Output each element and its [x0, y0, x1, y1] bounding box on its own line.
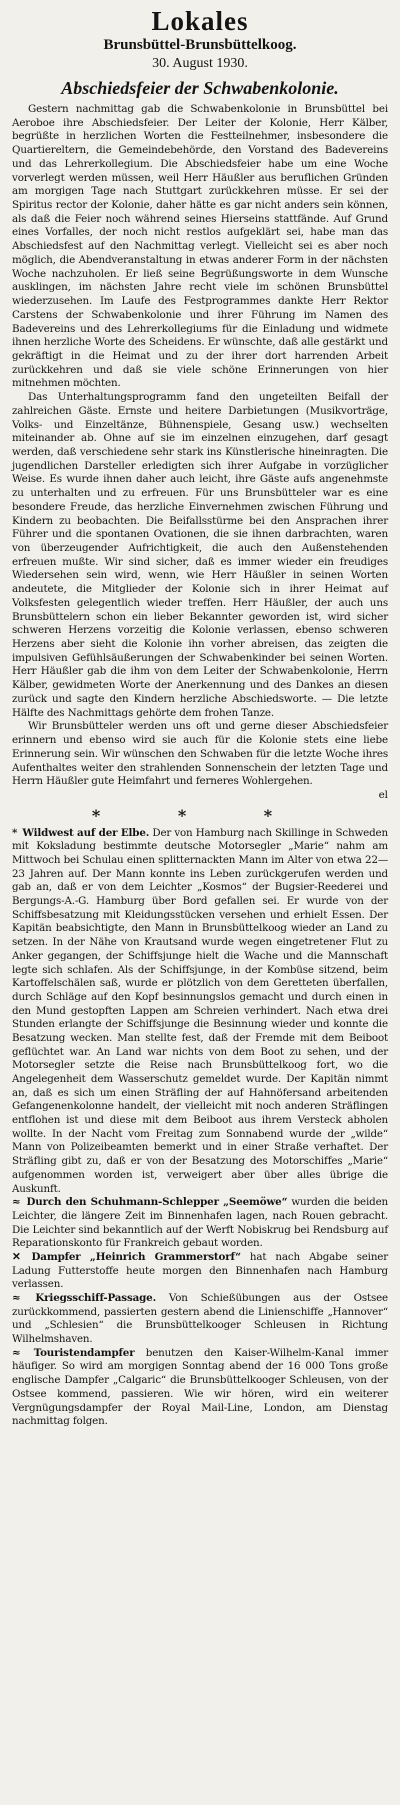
news-text: Von Schießübungen aus der Ostsee zurückkommend, passierten gestern abend die Linienschiffe „Hannover“ und „Schlesien“ die Brunsbüttelkooger Schleusen in Richtung Wilhelmshaven.: [12, 1292, 389, 1346]
item-marker: ✕: [12, 1250, 21, 1263]
news-text: benutzen den Kaiser-Wilhelm-Kanal immer häufiger. So wird am morgigen Sonntag abend der 16 000 Tons große englische Dampfer „Calgaric“ die Brunsbüttelkooger Schleusen, von der Ostsee kommend, passieren. Wie wir hören, wird ein weiterer Vergnügungsdampfer der Royal Mail-Line, London, am Dienstag nachmittag folgen.: [12, 1346, 389, 1428]
masthead: [12, 6, 388, 72]
news-item: [12, 1196, 388, 1251]
item-marker: ≈: [12, 1346, 21, 1359]
news-text: hat nach Abgabe seiner Ladung Futterstoffe heute morgen den Binnenhafen nach Hamburg verlassen.: [12, 1250, 389, 1291]
news-kicker: Wildwest auf der Elbe.: [22, 826, 150, 839]
news-item: [12, 827, 388, 1197]
section-separator: * * *: [91, 805, 309, 825]
article-headline: Abschiedsfeier der Schwabenkolonie.: [61, 78, 339, 98]
section-title: Lokales: [151, 6, 249, 36]
news-item: [12, 1251, 388, 1292]
issue-date: 30. August 1930.: [152, 56, 248, 71]
article-paragraph: Gestern nachmittag gab die Schwabenkolonie in Brunsbüttel bei Aeroboe ihre Abschiedsfeier. Der Leiter der Kolonie, Herr Kälber, begrüßte in herzlichen Worten die Festteilnehmer, insbesondere die Quartiereltern, die Gemeindebehörde, den Vorstand des Badevereins und das Lehrerkollegium. Die Abschiedsfeier habe um eine Woche vorverlegt werden müssen, weil Herr Häußler aus beruflichen Gründen am morgigen Tage nach Stuttgart zurückkehren müsse. Er sei der Spiritus rector der Kolonie, daher hätte es gar nicht anders sein können, als daß die Feier noch während seines Hierseins stattfände. Auf Grund eines Vorfalles, der noch nicht restlos aufgeklärt sei, habe man das Abschiedsfest auf den Nachmittag verlegt. Vielleicht sei es aber noch möglich, die Abendveranstaltung in etwas anderer Form in der nächsten Woche nachzuholen. Er ließ seine Begrüßungsworte in dem Wunsche ausklingen, im nächsten Jahre recht viele im schönen Brunsbüttel wiederzusehen. Im Laufe des Festprogrammes dankte Herr Rektor Carstens der Schwabenkolonie und ihrer Führung im Namen des Badevereins und des Lehrerkollegiums für die Einladung und widmete ihnen herzliche Worte des Scheidens. Er wünschte, daß alle gestärkt und gekräftigt in die Heimat und zu der ihrer dort harrenden Arbeit zurückkehren und daß sie viele schöne Erinnerungen von hier mitnehmen möchten.: [12, 103, 388, 390]
article-paragraph: Das Unterhaltungsprogramm fand den ungeteilten Beifall der zahlreichen Gäste. Ernste und heitere Darbietungen (Musikvorträge, Volks- und Einzeltänze, Bühnenspiele, Gesang usw.) wechselten miteinander ab. Ohne auf sie im einzelnen einzugehen, darf gesagt werden, daß verschiedene sehr stark ins Künstlerische hineinragten. Die jugendlichen Darsteller erledigten sich ihrer Aufgabe in vorzüglicher Weise. Es wurde ihnen daher auch leicht, ihre Gäste aufs angenehmste zu unterhalten und zu erfreuen. Für uns Brunsbütteler war es eine besondere Freude, das herzliche Einvernehmen zwischen Führung und Kindern zu beobachten. Die Beifallsstürme bei den Ansprachen ihrer Führer und die spontanen Ovationen, die sie ihnen darbrachten, waren von überzeugender Aufrichtigkeit, die auch den Außenstehenden erfreuen mußte. Wir sind sicher, daß es immer wieder ein freudiges Wiedersehen sein wird, wenn, wie Herr Häußler in seinen Worten andeutete, die Mitglieder der Kolonie sich in ihrer Heimat auf Volksfesten gelegentlich wieder treffen. Herr Häußler, der auch uns Brunsbüttelern schon ein lieber Bekannter geworden ist, wird sicher schweren Herzens vorzeitig die Kolonie verlassen, ebenso schweren Herzens aber sieht die Kolonie ihn vorher abreisen, das zeigten die impulsiven Gefühlsäußerungen der Schwabenkinder bei seinen Worten. Herr Häußler gab die ihm von dem Leiter der Schwabenkolonie, Herrn Kälber, gewidmeten Worte der Anerkennung und des Dankes an diesen zurück und sagte den Kindern herzliche Abschiedsworte. — Die letzte Hälfte des Nachmittags gehörte dem frohen Tanze.: [12, 391, 388, 719]
news-kicker: Durch den Schuhmann-Schlepper „Seemöwe“: [26, 1196, 288, 1209]
news-item: [12, 1347, 388, 1429]
item-marker: ≈: [12, 1292, 21, 1305]
news-kicker: Kriegsschiff-Passage.: [35, 1292, 157, 1305]
item-marker: ≈: [12, 1196, 21, 1209]
item-marker: *: [12, 826, 18, 839]
news-item: [12, 1292, 388, 1347]
news-text: wurden die beiden Leichter, die längere Zeit im Binnenhafen lagen, nach Rouen gebracht. Die Leichter sind bekanntlich auf der Werft Nobiskrug bei Rendsburg auf Reparationskonto für Frankreich gebaut worden.: [12, 1196, 388, 1250]
article-paragraph: Wir Brunsbütteler werden uns oft und gerne dieser Abschiedsfeier erinnern und ebenso wird sie auch für die Kolonie stets eine liebe Erinnerung sein. Wir wünschen den Schwaben für die letzte Woche ihres Aufenthaltes weiter den strahlenden Sonnenschein der letzten Tage und Herrn Häußler gute Heimfahrt und ferneres Wohlergehen.: [12, 720, 388, 788]
news-column: [12, 827, 388, 1429]
section-subtitle: Brunsbüttel-Brunsbüttelkoog.: [103, 37, 297, 53]
news-kicker: Touristendampfer: [33, 1346, 135, 1359]
lead-article: [12, 78, 388, 803]
news-kicker: Dampfer „Heinrich Grammerstorf“: [31, 1250, 241, 1263]
news-text: Der von Hamburg nach Skillinge in Schweden mit Koksladung bestimmte deutsche Motorsegler „Marie“ nahm am Mittwoch bei Schulau einen splitternackten Mann im Alter von etwa 22—23 Jahren auf. Der Mann konnte ins Leben zurückgerufen werden und gab an, daß er von dem Leichter „Kosmos“ der Bugsier-Reederei und Bergungs-A.-G. Hamburg über Bord gefallen sei. Er wurde von der Schiffsbesatzung mit Kleidungsstücken versehen und erhielt Essen. Der Kapitän beabsichtigte, den Mann in Brunsbüttelkoog wieder an Land zu setzen. In der Nähe von Krautsand wurde wegen eingetretener Flut zu Anker gegangen, der Schiffsjunge hielt die Wache und die Mannschaft legte sich schlafen. Als der Schiffsjunge, in der Kombüse sitzend, beim Kartoffelschälen saß, wurde er plötzlich von dem Geretteten überfallen, durch Schläge auf den Kopf besinnungslos gemacht und durch einen in den Mund gestopften Lappen am Schreien verhindert. Nach etwa drei Stunden erlangte der Schiffsjunge die Besinnung wieder und konnte die Besatzung wecken. Man stellte fest, daß der Fremde mit dem Beiboot geflüchtet war. An Land war nichts von dem Boot zu sehen, und der Motorsegler setzte die Reise nach Brunsbüttelkoog fort, wo die Angelegenheit dem Wasserschutz gemeldet wurde. Der Kapitän nimmt an, daß es sich um einen Sträfling der auf Hahnöfersand arbeitenden Gefangenenkolonne handelt, der vielleicht mit noch anderen Sträflingen entflohen ist und diese mit dem Beiboot aus ihrem Versteck abholen wollte. In der Nacht vom Freitag zum Sonnabend wurde der „wilde“ Mann von Polizeibeamten bemerkt und in einer Straße verhaftet. Der Sträfling gibt zu, daß er von der Besatzung des Motorschiffes „Marie“ aufgenommen worden ist, verweigert aber über alles übrige die Auskunft.: [12, 826, 388, 1195]
article-signoff: el: [378, 788, 388, 801]
